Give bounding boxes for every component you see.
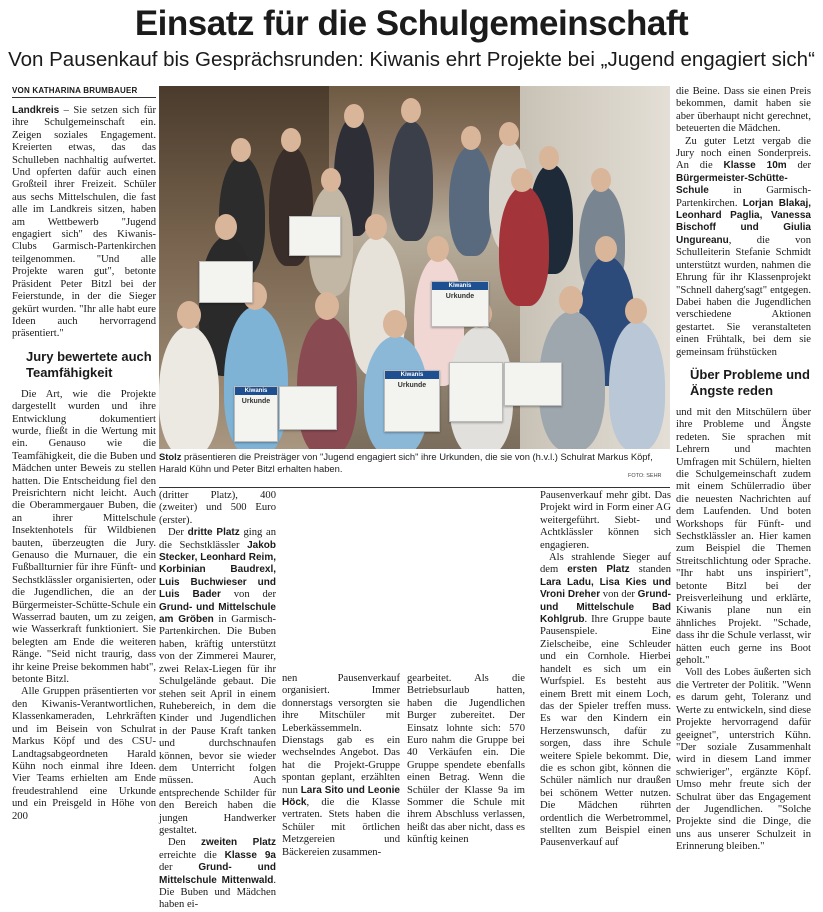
subhead-probleme: Über Probleme und Ängste reden bbox=[690, 366, 810, 398]
dateline: Landkreis bbox=[12, 105, 60, 116]
subhead-jury: Jury bewertete auch Teamfähigkeit bbox=[26, 348, 152, 380]
column-4 bbox=[407, 673, 525, 847]
paragraph: Zu guter Letzt vergab die Jury noch einen Sonderpreis. An die Klasse 10m der Bürgermeister-Schütte-Schule in Garmisch-Partenkirchen. Lorjan Blakaj, Leonhard Paglia, Vanessa Bischoff und Giulia Ungureanu, die von Schulleiterin Stefanie Schmidt unterstützt wurden, nahmen die Ehrung für ihr Klassenprojekt "Schnell daherg'sagt" entgegen. Dabei haben die Jugendlichen verschiedene Aktionen gestartet. Sie veranstalteten einen Frühtalk, bei dem sie gemeinsam frühstücken bbox=[676, 135, 811, 358]
paragraph: und mit den Mitschülern über ihre Probleme und Ängste redeten. Sie sprachen mit Lehrern und machten Umfragen mit Schülern, hielten die Schulgemeinschaft zudem mit einem Schülerradio über die neuesten Nachrichten auf dem Laufenden. Und boten Workshops für Fünft- und Sechstklässler an. Hier kamen zum Beispiel die Themen Streitschlichtung oder Sprache. "Ihr habt uns inspiriert", betonte Bitzl bei der Preisverleihung und erklärte, Kiwanis plane nun ein ähnliches Projekt. "Schade, dass ihr die Schule verlasst, wir hätten euch gerne ins Boot geholt." bbox=[676, 406, 811, 667]
photo-credit: FOTO: SEHR bbox=[628, 473, 662, 479]
paragraph: die Beine. Dass sie einen Preis bekommen, damit haben sie aber überhaupt nicht gerechnet, beteuerten die Mädchen. bbox=[676, 86, 811, 135]
paragraph: nen Pausenverkauf organisiert. Immer donnerstags versorgten sie ihre Mitschüler mit Leberkässemmeln. Dienstags gab es ein wechselndes Angebot. Das hat die Projekt-Gruppe spontan geplant, erzählten nun Lara Sito und Leonie Höck, die die Klasse vertraten. Stets haben die Schüler mit örtlichen Metzgereien und Bäckereien zusammen- bbox=[282, 673, 400, 858]
paragraph: Die Art, wie die Projekte dargestellt wurden und ihre Entwicklung dokumentiert wurde, fließt in die Wertung mit ein. Genauso wie die Teamfähigkeit, die die Buben und Mädchen unter Beweis zu stellen hatten. Die Entscheidung fiel den Preisrichtern nicht leicht. Auch die Oberammergauer Buben, die an ihrer Mittelschule Insektenhotels für Wildbienen bauten, überzeugten die Jury. Genauso die Murnauer, die ein Fußballturnier für ihre Fünft- und Sechstklässler organisierten, oder die Jugendlichen, die an der Bürgermeister-Schütte-Schule ein Wasserrad bauten, um zu zeigen, wie Wasserkraft funktioniert. Sie belegten am Ende die weiteren Ränge. "Seid nicht traurig, dass ihr keine Preise bekommen habt", betonte Bitzl. bbox=[12, 388, 156, 686]
column-3 bbox=[282, 673, 400, 859]
paragraph: Der dritte Platz ging an die Sechstklässler Jakob Stecker, Leonhard Reim, Korbinian Baudrexl, Luis Buchwieser und Luis Bader von der Grund- und Mittelschule am Gröben in Garmisch-Partenkirchen. Die Buben haben, kräftig unterstützt von der Zimmerei Maurer, zwei Relax-Liegen für ihr Schulgelände gebaut. Die stehen seit April in einem Ruhebereich, in dem die Kinder und Jugendlichen in der Pause Kraft tanken und durchschnaufen können, bevor sie wieder dem Unterricht folgen müssen. Auch entsprechende Schilder für den Bereich haben die jungen Handwerker gestaltet. bbox=[159, 527, 277, 836]
certificate bbox=[449, 362, 503, 422]
paragraph: Als strahlende Sieger auf dem ersten Platz standen Lara Ladu, Lisa Kies und Vroni Dreher von der Grund- und Mittelschule Bad Kohlgrub. Ihre Gruppe baute Pausenspiele. Eine Zielscheibe, eine Schleuder und ein Cornhole. Hierbei handelt es sich um ein Wurfspiel. Es besteht aus einem Brett mit einem Loch, das der Spieler treffen muss. Es war den Kindern ein Herzenswunsch, dafür zu sorgen, dass ihre Schule weitere Spiele bekommt. Die, die es schon gibt, können die Schüler nämlich nur draußen bei schönem Wetter nutzen. Die Mädchen rührten ordentlich die Werbetrommel, stellten zum Beispiel einen Pausenverkauf auf bbox=[540, 552, 671, 849]
photo-caption: Stolz präsentieren die Preisträger von "Jugend engagiert sich" ihre Urkunden, die sie von (h.v.l.) Schulrat Markus Köpf, Harald Kühn und Peter Bitzl erhalten haben. bbox=[159, 451, 653, 474]
certificate bbox=[289, 216, 341, 256]
caption-rule bbox=[159, 487, 670, 488]
certificate bbox=[504, 362, 562, 406]
certificate: Kiwanis Urkunde bbox=[431, 281, 489, 327]
paragraph: Voll des Lobes äußerten sich die Vertreter der Politik. "Wenn es darum geht, Toleranz und Werte zu entwickeln, sind diese Projekte hervorragend dafür geeignet", unterstrich Kühn. "Der soziale Zusammenhalt wird in diesem Land immer schwieriger", ergänzte Köpf. Umso mehr freute sich der Schulrat über das Engagement der Jugendlichen. "Solche Projekte sind die Dinge, die uns aus unserer Schulzeit in Erinnerung bleiben." bbox=[676, 667, 811, 853]
column-2 bbox=[159, 490, 276, 912]
intro-paragraph: Landkreis – Sie setzen sich für ihre Schulgemeinschaft ein. Zeigen soziales Engagement. Kreierten etwas, das das Schulleben nachhaltig aufwertet. Und opferten dafür auch einen Großteil ihrer Freizeit. Schüler aus sechs Mittelschulen, die fast alle im Landkreis sitzen, haben am Wettbewerb "Jugend engagiert sich" des Kiwanis-Clubs Garmisch-Partenkirchen teilgenommen. "Und alle Projekte waren gut", betonte Präsident Peter Bitzl bei der Feierstunde, in der die Sieger gekürt wurden. "Ihr alle habt eure Ideen auch hervorragend präsentiert." bbox=[12, 105, 156, 340]
paragraph: Den zweiten Platz erreichte die Klasse 9a der Grund- und Mittelschule Mittenwald. Die Buben und Mädchen haben ei- bbox=[159, 837, 276, 911]
column-1 bbox=[12, 105, 156, 823]
paragraph: Pausenverkauf mehr gibt. Das Projekt wird in Form einer AG weitergeführt. Siebt- und Achtklässler können sich engagieren. bbox=[540, 490, 671, 551]
subheadline: Von Pausenkauf bis Gesprächsrunden: Kiwanis ehrt Projekte bei „Jugend engagiert sich“ bbox=[8, 48, 815, 71]
column-5 bbox=[540, 490, 671, 850]
headline: Einsatz für die Schulgemeinschaft bbox=[134, 4, 689, 43]
certificate bbox=[199, 261, 253, 303]
column-6 bbox=[676, 86, 811, 854]
certificate: Kiwanis Urkunde bbox=[234, 386, 278, 442]
certificate bbox=[279, 386, 337, 430]
paragraph: Alle Gruppen präsentierten vor den Kiwanis-Verantwortlichen, Klassenkameraden, Lehrkräften und im Beisein von Schulrat Markus Köpf und des CSU-Landtagsabgeordneten Harald Kühn noch einmal ihre Ideen. Vier Teams erhielten am Ende freudestrahlend eine Urkunde und ein Preisgeld in Höhe von 200 bbox=[12, 686, 156, 822]
byline: VON KATHARINA BRUMBAUER bbox=[12, 86, 138, 95]
paragraph: gearbeitet. Als die Betriebsurlaub hatten, haben die Jugendlichen Burger zubereitet. Der Einsatz lohnte sich: 570 Euro nahm die Gruppe bei 40 Verkäufen ein. Die Gruppe spendete ebenfalls einen Betrag. Wenn die Schüler der Klasse 9a im Sommer die Schule mit ihrem Abschluss verlassen, heißt das aber nicht, dass es künftig keinen bbox=[407, 673, 525, 846]
byline-rule bbox=[12, 97, 156, 98]
paragraph: (dritter Platz), 400 (zweiter) und 500 Euro (erster). bbox=[159, 490, 276, 526]
certificate: Kiwanis Urkunde bbox=[384, 370, 440, 432]
group-photo bbox=[159, 86, 670, 449]
